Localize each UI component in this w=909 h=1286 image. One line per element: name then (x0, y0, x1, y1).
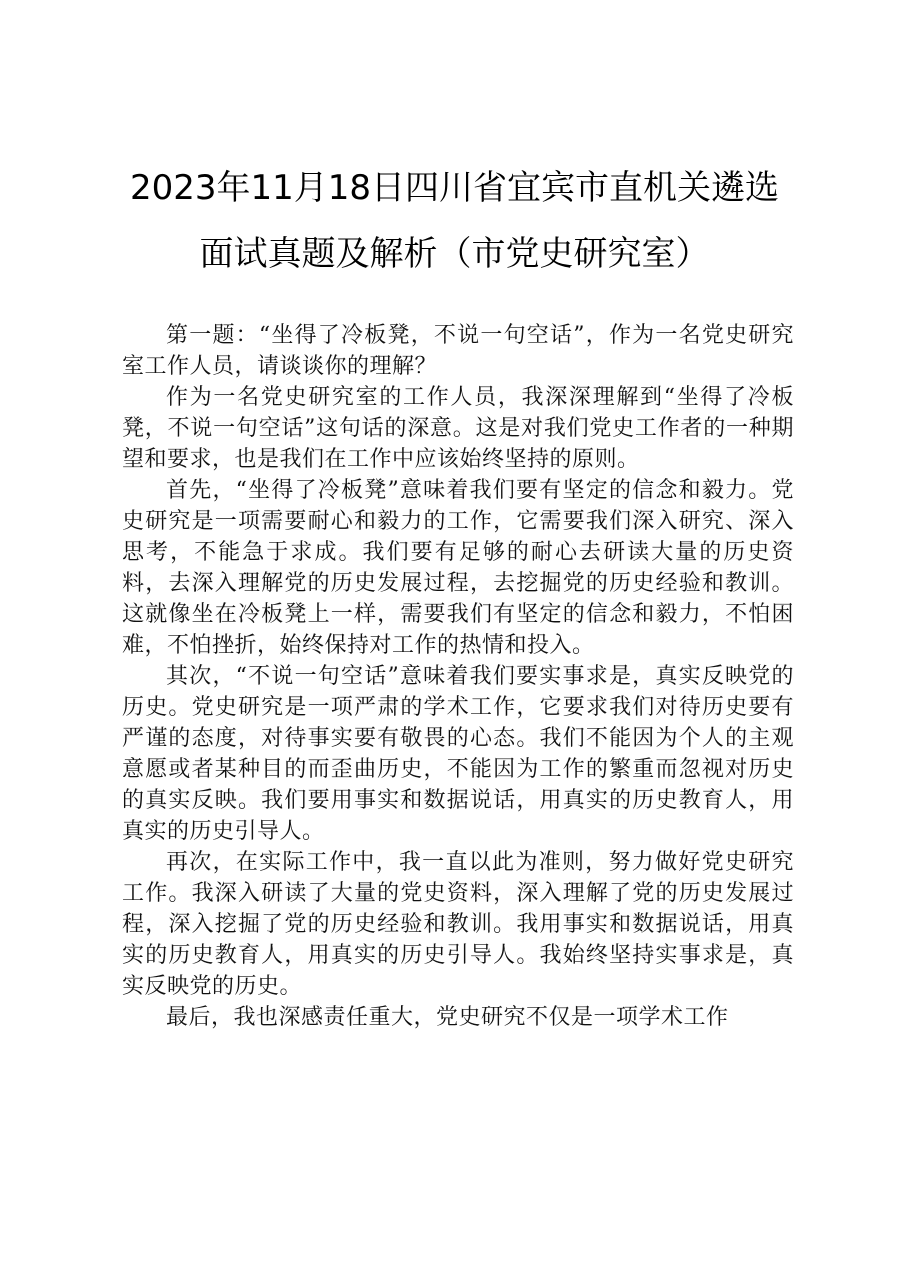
title-line-2: 面试真题及解析（市党史研究室） (199, 234, 710, 274)
answer-second-point-paragraph: 其次，“不说一句空话”意味着我们要实事求是，真实反映党的历史。党史研究是一项严肃的学术工作，它要求我们对待历史要有严谨的态度，对待事实要有敬畏的心态。我们不能因为个人的主观意愿或者某种目的而歪曲历史，不能因为工作的繁重而忽视对历史的真实反映。我们要用事实和数据说话，用真实的历史教育人，用真实的历史引导人。 (122, 664, 794, 844)
answer-third-point-paragraph: 再次，在实际工作中，我一直以此为准则，努力做好党史研究工作。我深入研读了大量的党史资料，深入理解了党的历史发展过程，深入挖掘了党的历史经验和教训。我用事实和数据说话，用真实的历史教育人，用真实的历史引导人。我始终坚持实事求是，真实反映党的历史。 (122, 850, 794, 999)
question-paragraph: 第一题：“坐得了冷板凳，不说一句空话”，作为一名党史研究室工作人员，请谈谈你的理解？ (122, 323, 794, 379)
answer-first-point-paragraph: 首先，“坐得了冷板凳”意味着我们要有坚定的信念和毅力。党史研究是一项需要耐心和毅力的工作，它需要我们深入研究、深入思考，不能急于求成。我们要有足够的耐心去研读大量的历史资料，去深入理解党的历史发展过程，去挖掘党的历史经验和教训。这就像坐在冷板凳上一样，需要我们有坚定的信念和毅力，不怕困难，不怕挫折，始终保持对工作的热情和投入。 (122, 478, 794, 658)
answer-last-point-paragraph: 最后，我也深感责任重大，党史研究不仅是一项学术工作 (166, 1005, 729, 1030)
document-title (100, 155, 809, 287)
document-body (122, 320, 794, 1033)
title-line-1: 2023年11月18日四川省宜宾市直机关遴选 (129, 168, 780, 208)
answer-intro-paragraph: 作为一名党史研究室的工作人员，我深深理解到“坐得了冷板凳，不说一句空话”这句话的深意。这是对我们党史工作者的一种期望和要求，也是我们在工作中应该始终坚持的原则。 (122, 385, 794, 472)
